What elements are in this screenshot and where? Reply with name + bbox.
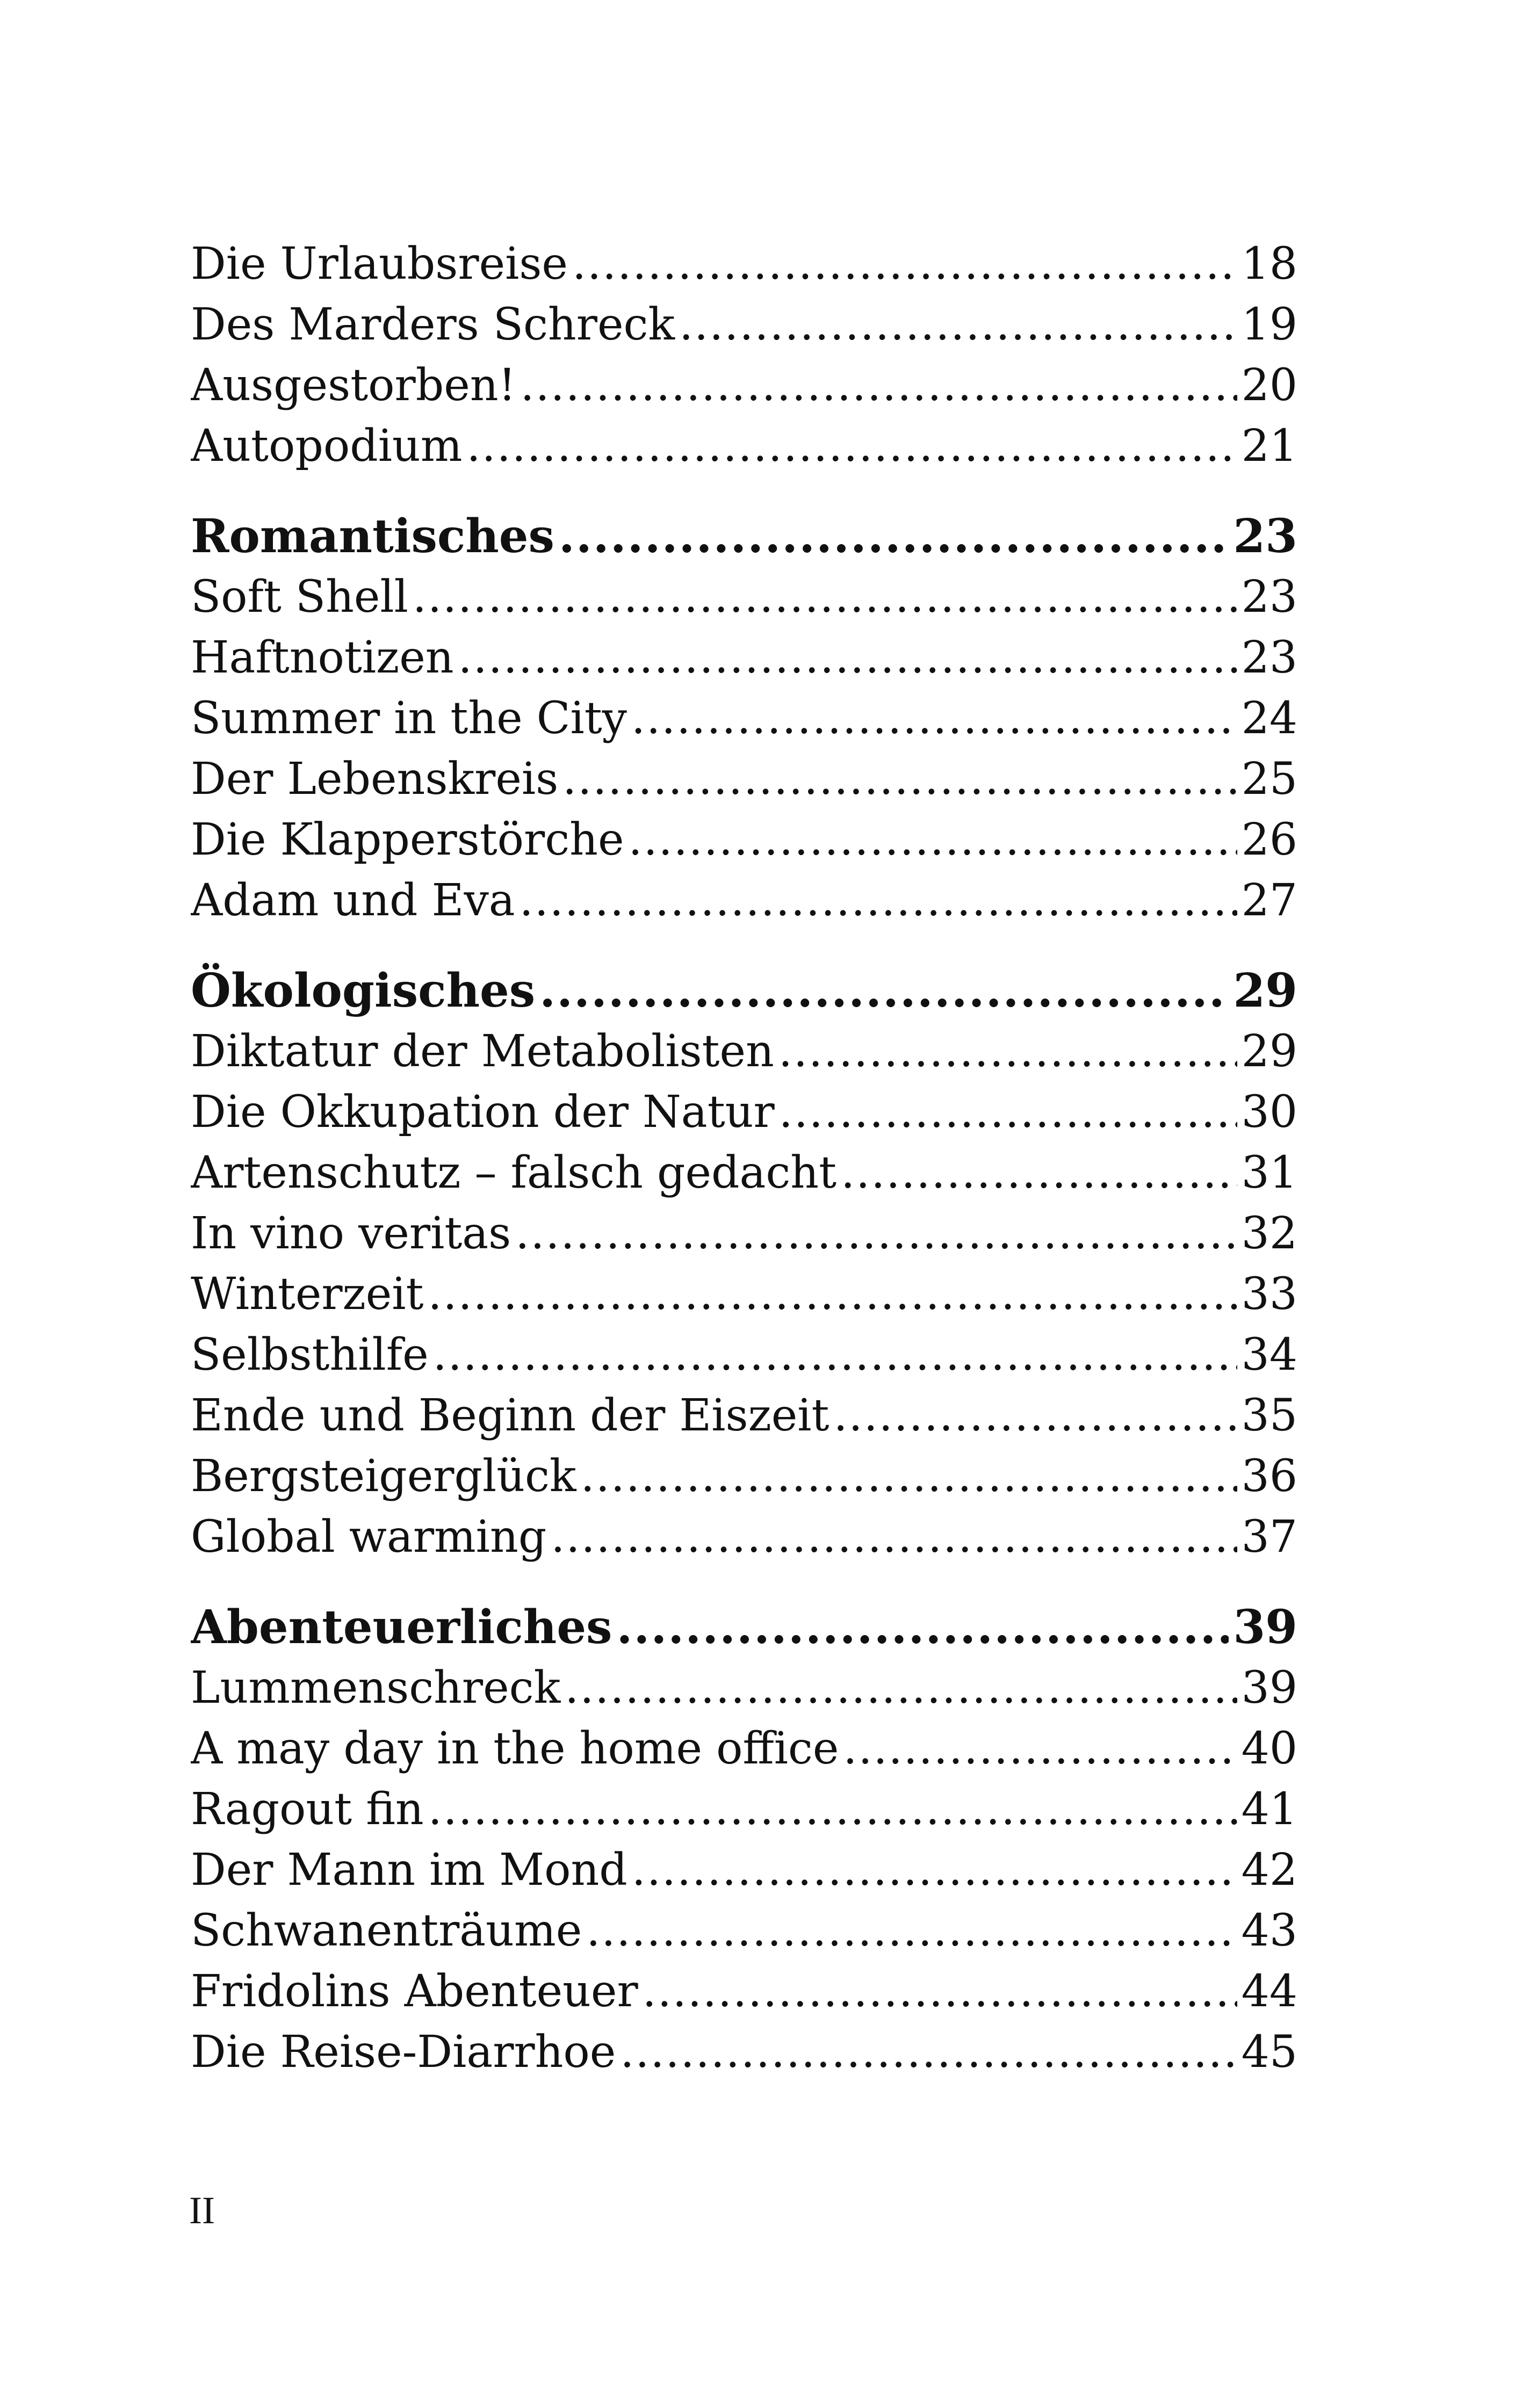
dot-leader bbox=[458, 627, 1237, 688]
toc-entry-page: 41 bbox=[1241, 1784, 1297, 1835]
dot-leader bbox=[631, 688, 1237, 749]
dot-leader bbox=[565, 1658, 1237, 1718]
toc-entry-title: Soft Shell bbox=[191, 572, 408, 623]
toc-entry-page: 27 bbox=[1241, 875, 1297, 926]
toc-entry bbox=[191, 1718, 1297, 1779]
toc-entry bbox=[191, 567, 1297, 627]
dot-leader bbox=[559, 506, 1229, 567]
toc-entry-title: Abenteuerliches bbox=[191, 1600, 612, 1654]
toc-entry-page: 25 bbox=[1241, 754, 1297, 805]
toc-entry bbox=[191, 1961, 1297, 2022]
table-of-contents bbox=[191, 234, 1297, 2082]
dot-leader bbox=[413, 567, 1237, 627]
toc-entry-title: Ende und Beginn der Eiszeit bbox=[191, 1390, 829, 1441]
toc-entry-title: In vino veritas bbox=[191, 1208, 511, 1259]
toc-entry-page: 40 bbox=[1241, 1723, 1297, 1774]
toc-entry-title: Des Marders Schreck bbox=[191, 299, 675, 350]
toc-entry-title: Die Reise-Diarrhoe bbox=[191, 2027, 616, 2078]
toc-section-heading bbox=[191, 960, 1297, 1021]
toc-entry-title: Schwanenträume bbox=[191, 1905, 582, 1956]
toc-entry-title: Autopodium bbox=[191, 421, 463, 472]
dot-leader bbox=[586, 1900, 1237, 1961]
toc-section-heading bbox=[191, 506, 1297, 567]
dot-leader bbox=[521, 355, 1237, 416]
toc-entry bbox=[191, 1900, 1297, 1961]
toc-entry bbox=[191, 870, 1297, 931]
toc-entry-title: Ragout fin bbox=[191, 1784, 424, 1835]
toc-entry bbox=[191, 355, 1297, 416]
toc-entry-page: 19 bbox=[1241, 299, 1297, 350]
toc-entry-page: 32 bbox=[1241, 1208, 1297, 1259]
dot-leader bbox=[843, 1718, 1237, 1779]
dot-leader bbox=[572, 234, 1237, 294]
dot-leader bbox=[778, 1021, 1237, 1082]
toc-entry-title: Bergsteigerglück bbox=[191, 1451, 576, 1502]
toc-entry bbox=[191, 1325, 1297, 1385]
toc-entry bbox=[191, 1779, 1297, 1840]
toc-entry bbox=[191, 1082, 1297, 1142]
toc-entry-page: 23 bbox=[1241, 572, 1297, 623]
toc-entry-page: 23 bbox=[1233, 509, 1297, 563]
dot-leader bbox=[779, 1082, 1237, 1142]
toc-entry bbox=[191, 1264, 1297, 1325]
toc-entry bbox=[191, 416, 1297, 476]
toc-entry-title: Die Okkupation der Natur bbox=[191, 1087, 775, 1138]
toc-entry-title: Die Urlaubsreise bbox=[191, 238, 568, 290]
toc-entry-page: 21 bbox=[1241, 421, 1297, 472]
toc-entry-title: Global warming bbox=[191, 1512, 547, 1563]
toc-entry bbox=[191, 1658, 1297, 1718]
toc-entry-page: 36 bbox=[1241, 1451, 1297, 1502]
toc-entry-title: Artenschutz – falsch gedacht bbox=[191, 1147, 837, 1198]
toc-entry bbox=[191, 1021, 1297, 1082]
dot-leader bbox=[433, 1325, 1237, 1385]
toc-entry-page: 20 bbox=[1241, 360, 1297, 411]
toc-entry-title: Ökologisches bbox=[191, 964, 536, 1018]
dot-leader bbox=[551, 1507, 1237, 1567]
toc-entry-title: Selbsthilfe bbox=[191, 1329, 429, 1380]
dot-leader bbox=[632, 1840, 1237, 1900]
toc-entry bbox=[191, 234, 1297, 294]
dot-leader bbox=[616, 1597, 1229, 1658]
toc-entry bbox=[191, 1142, 1297, 1203]
toc-entry-title: Lummenschreck bbox=[191, 1662, 561, 1713]
toc-entry bbox=[191, 688, 1297, 749]
dot-leader bbox=[841, 1142, 1237, 1203]
toc-entry-title: Der Lebenskreis bbox=[191, 754, 559, 805]
dot-leader bbox=[643, 1961, 1237, 2022]
toc-entry-title: Ausgestorben! bbox=[191, 360, 516, 411]
toc-entry-page: 33 bbox=[1241, 1269, 1297, 1320]
dot-leader bbox=[679, 294, 1237, 355]
toc-entry bbox=[191, 2022, 1297, 2082]
dot-leader bbox=[428, 1264, 1237, 1325]
page-number: II bbox=[189, 2189, 215, 2232]
toc-entry-page: 39 bbox=[1241, 1662, 1297, 1713]
toc-entry-page: 29 bbox=[1233, 964, 1297, 1018]
toc-entry-title: Diktatur der Metabolisten bbox=[191, 1026, 774, 1077]
toc-entry bbox=[191, 294, 1297, 355]
dot-leader bbox=[581, 1446, 1237, 1507]
toc-entry-title: Winterzeit bbox=[191, 1269, 424, 1320]
toc-entry-page: 35 bbox=[1241, 1390, 1297, 1441]
toc-entry bbox=[191, 627, 1297, 688]
toc-entry-title: Der Mann im Mond bbox=[191, 1845, 627, 1896]
toc-entry-title: Die Klapperstörche bbox=[191, 814, 624, 865]
toc-entry-page: 29 bbox=[1241, 1026, 1297, 1077]
toc-entry-page: 24 bbox=[1241, 693, 1297, 744]
dot-leader bbox=[620, 2022, 1237, 2082]
toc-entry bbox=[191, 809, 1297, 870]
dot-leader bbox=[515, 1203, 1237, 1264]
toc-entry bbox=[191, 1507, 1297, 1567]
toc-entry bbox=[191, 1840, 1297, 1900]
toc-entry-page: 26 bbox=[1241, 814, 1297, 865]
toc-entry-page: 43 bbox=[1241, 1905, 1297, 1956]
toc-entry bbox=[191, 1385, 1297, 1446]
toc-entry-page: 31 bbox=[1241, 1147, 1297, 1198]
toc-entry-title: Adam und Eva bbox=[191, 875, 515, 926]
toc-entry-page: 42 bbox=[1241, 1845, 1297, 1896]
toc-entry bbox=[191, 1203, 1297, 1264]
toc-entry bbox=[191, 1446, 1297, 1507]
toc-entry-page: 45 bbox=[1241, 2027, 1297, 2078]
toc-entry-page: 18 bbox=[1241, 238, 1297, 290]
toc-entry-title: Summer in the City bbox=[191, 693, 627, 744]
toc-entry-page: 23 bbox=[1241, 632, 1297, 683]
toc-entry-page: 37 bbox=[1241, 1512, 1297, 1563]
dot-leader bbox=[520, 870, 1237, 931]
dot-leader bbox=[833, 1385, 1237, 1446]
dot-leader bbox=[562, 749, 1237, 809]
toc-entry-page: 34 bbox=[1241, 1329, 1297, 1380]
toc-entry-page: 44 bbox=[1241, 1966, 1297, 2017]
toc-entry-title: A may day in the home office bbox=[191, 1723, 839, 1774]
dot-leader bbox=[428, 1779, 1237, 1840]
toc-entry-page: 39 bbox=[1233, 1600, 1297, 1654]
dot-leader bbox=[539, 960, 1229, 1021]
toc-entry-title: Romantisches bbox=[191, 509, 554, 563]
dot-leader bbox=[467, 416, 1237, 476]
toc-entry-title: Fridolins Abenteuer bbox=[191, 1966, 638, 2017]
toc-entry-title: Haftnotizen bbox=[191, 632, 454, 683]
toc-entry bbox=[191, 749, 1297, 809]
toc-entry-page: 30 bbox=[1241, 1087, 1297, 1138]
toc-section-heading bbox=[191, 1597, 1297, 1658]
dot-leader bbox=[629, 809, 1237, 870]
